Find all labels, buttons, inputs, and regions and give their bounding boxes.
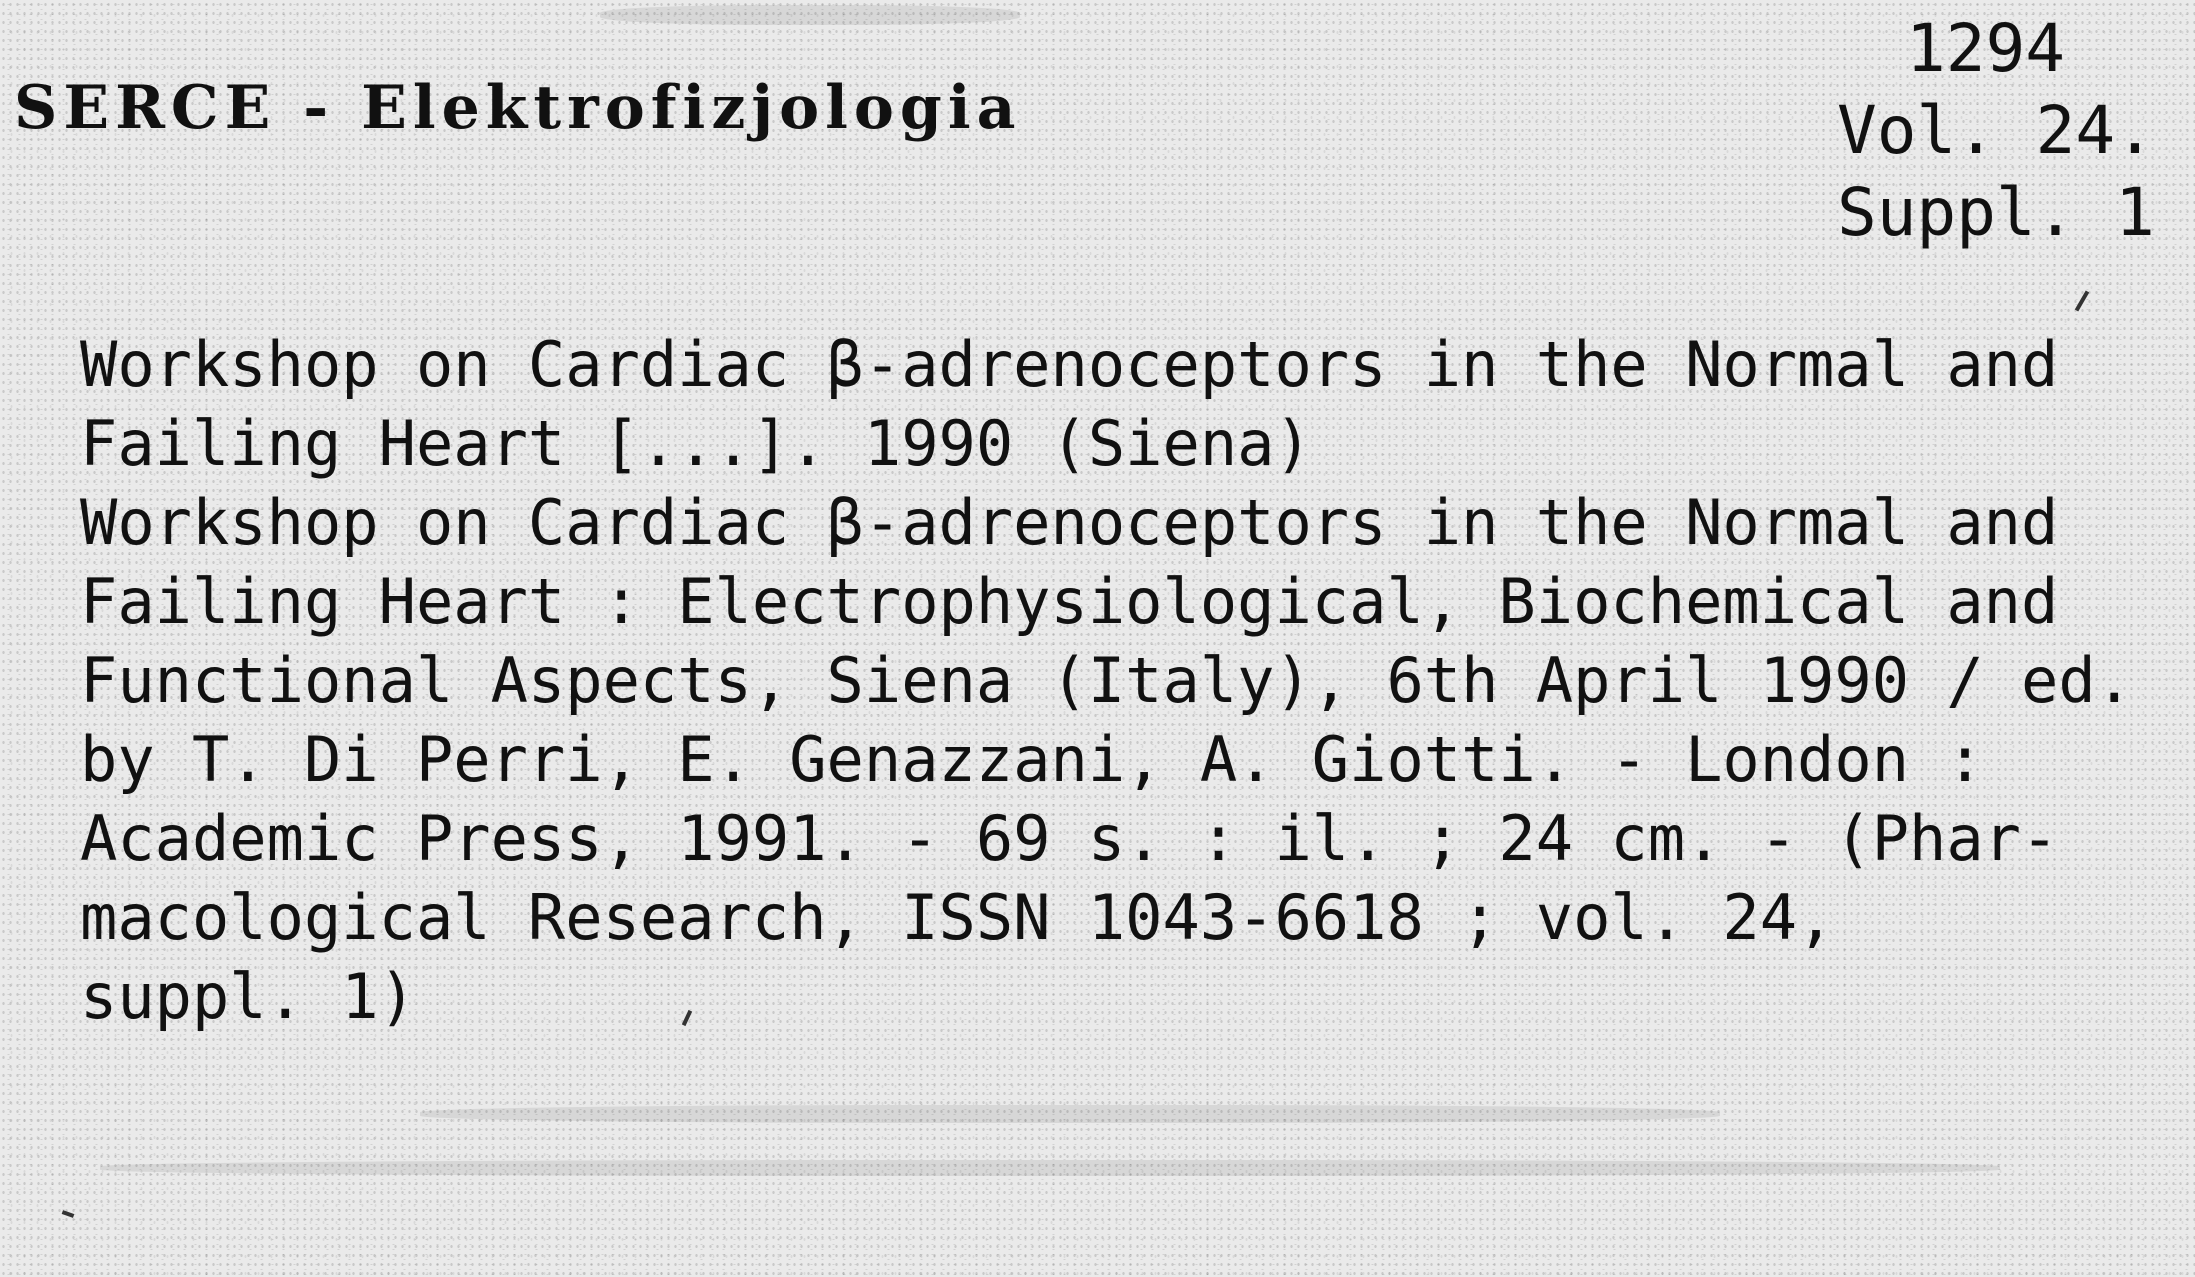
pen-mark <box>62 1210 75 1218</box>
description-line: macological Research, ISSN 1043-6618 ; vol. 24, <box>80 881 1835 954</box>
faded-smudge-top <box>600 5 1020 25</box>
call-number-value: 1294 <box>1906 10 2065 87</box>
call-number <box>1805 8 2155 254</box>
description-line: Workshop on Cardiac β-adrenoceptors in the Normal and <box>80 486 2059 559</box>
description-line: Academic Press, 1991. - 69 s. : il. ; 24 cm. - (Phar- <box>80 802 2059 875</box>
entry-title-line: Failing Heart [...]. 1990 (Siena) <box>80 407 1312 480</box>
description-line: Failing Heart : Electrophysiological, Biochemical and <box>80 565 2059 638</box>
pen-mark <box>2075 290 2089 311</box>
entry-title-line: Workshop on Cardiac β-adrenoceptors in the Normal and <box>80 328 2059 401</box>
call-number-supplement: Suppl. 1 <box>1837 174 2155 251</box>
description-line: Functional Aspects, Siena (Italy), 6th April 1990 / ed. <box>80 644 2133 717</box>
description-line: suppl. 1) <box>80 960 416 1033</box>
subject-heading: SERCE - Elektrofizjologia <box>14 73 1022 143</box>
bibliographic-entry <box>80 325 2190 1036</box>
description-line: by T. Di Perri, E. Genazzani, A. Giotti. - London : <box>80 723 1984 796</box>
faded-smudge-bottom-2 <box>100 1160 2000 1176</box>
faded-smudge-bottom-1 <box>420 1105 1720 1123</box>
call-number-volume: Vol. 24. <box>1837 92 2155 169</box>
